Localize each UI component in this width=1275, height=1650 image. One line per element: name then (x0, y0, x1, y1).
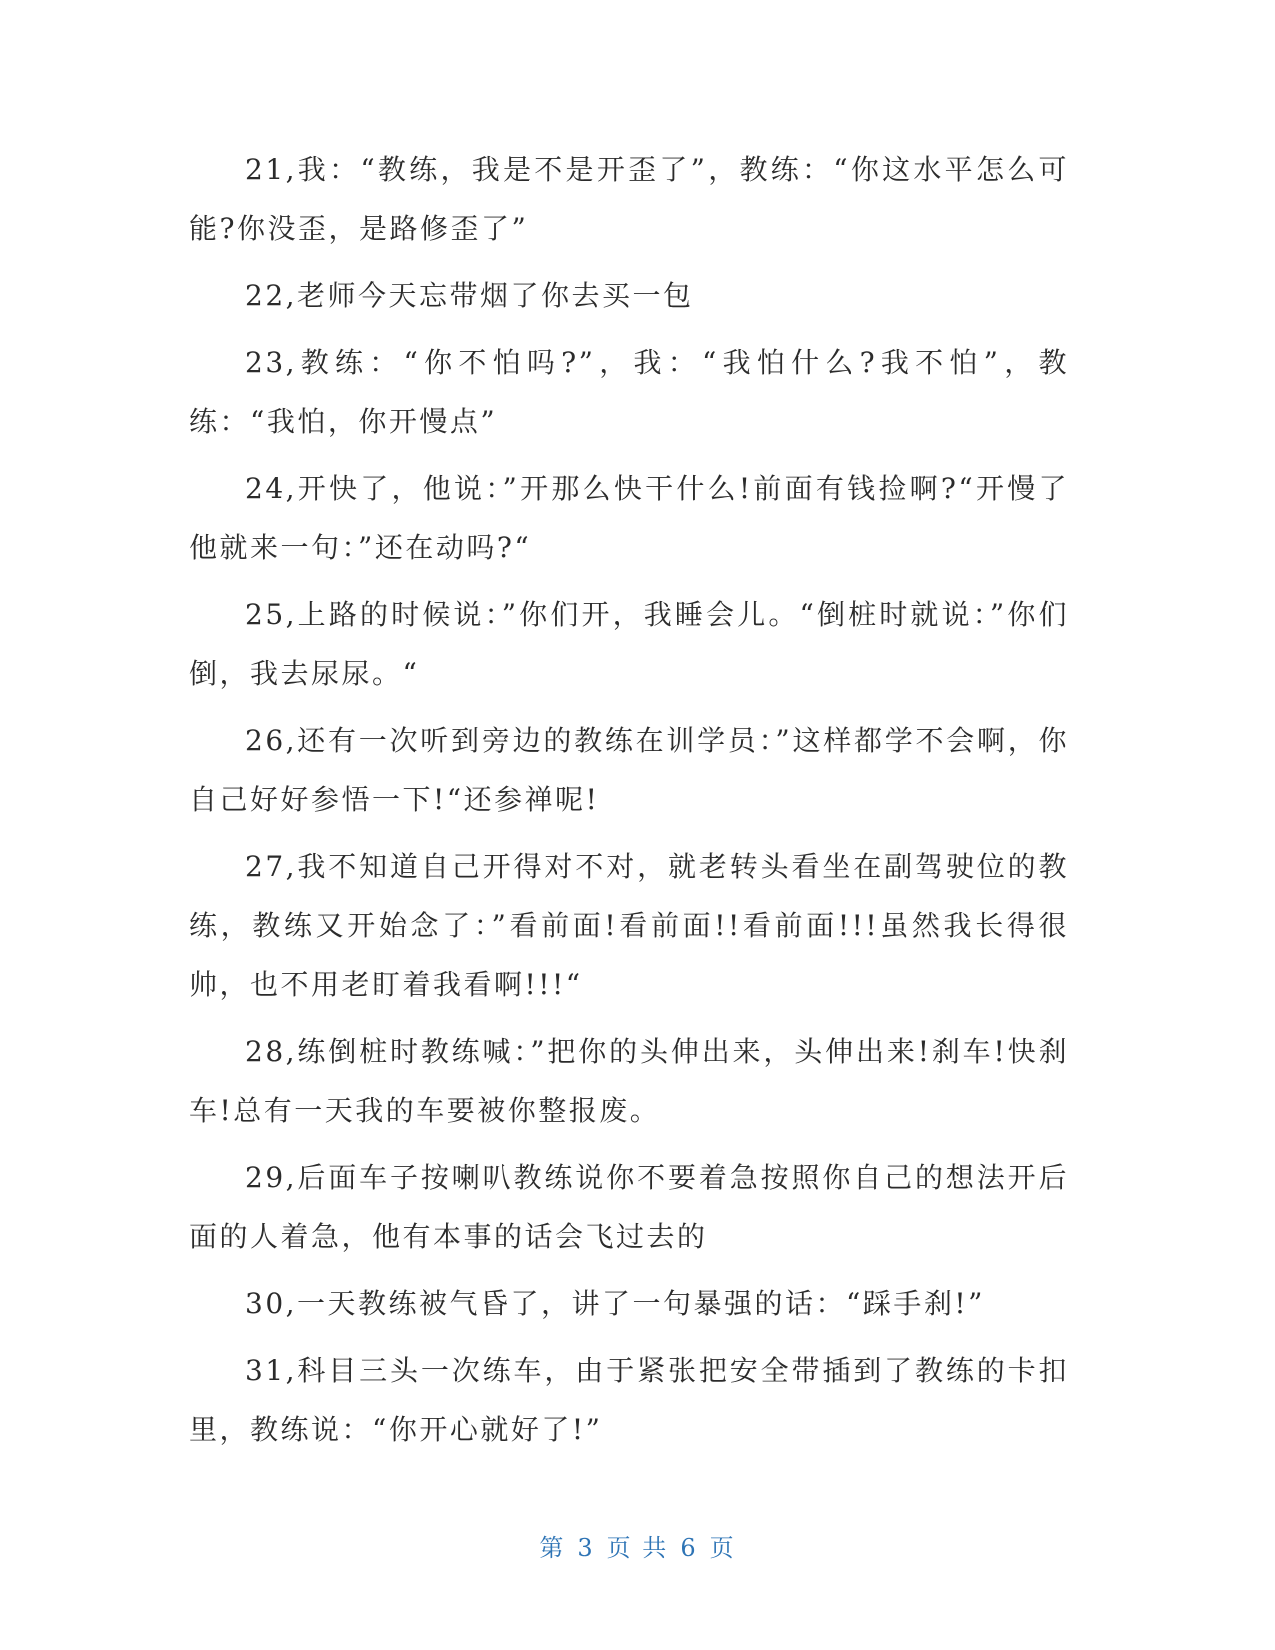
paragraph-31: 31,科目三头一次练车，由于紧张把安全带插到了教练的卡扣里，教练说：“你开心就好了!” (189, 1354, 1069, 1446)
footer-middle: 页 共 (606, 1534, 669, 1562)
paragraph-25: 25,上路的时候说：”你们开，我睡会儿。“倒桩时就说：”你们倒，我去尿尿。“ (189, 598, 1069, 690)
paragraph-28: 28,练倒桩时教练喊：”把你的头伸出来，头伸出来!刹车!快刹车!总有一天我的车要被你整报废。 (189, 1035, 1069, 1127)
footer-current-page: 3 (577, 1534, 595, 1562)
paragraph-23: 23,教练：“你不怕吗?”，我：“我怕什么?我不怕”，教练：“我怕，你开慢点” (189, 346, 1069, 438)
page-footer (0, 1528, 1275, 1563)
document-body (189, 140, 1069, 1467)
paragraph-30: 30,一天教练被气昏了，讲了一句暴强的话：“踩手刹!” (245, 1287, 985, 1320)
paragraph-22: 22,老师今天忘带烟了你去买一包 (245, 279, 694, 312)
paragraph-26: 26,还有一次听到旁边的教练在训学员：”这样都学不会啊，你自己好好参悟一下!“还参禅呢! (189, 724, 1069, 816)
paragraph-27: 27,我不知道自己开得对不对，就老转头看坐在副驾驶位的教练，教练又开始念了：”看前面!看前面!!看前面!!!虽然我长得很帅，也不用老盯着我看啊!!!“ (189, 850, 1069, 1001)
footer-suffix: 页 (709, 1534, 736, 1562)
paragraph-29: 29,后面车子按喇叭教练说你不要着急按照你自己的想法开后面的人着急，他有本事的话会飞过去的 (189, 1161, 1069, 1253)
paragraph-24: 24,开快了，他说：”开那么快干什么!前面有钱捡啊?“开慢了他就来一句：”还在动吗?“ (189, 472, 1069, 564)
footer-total-pages: 6 (680, 1534, 698, 1562)
footer-prefix: 第 (539, 1534, 566, 1562)
paragraph-21: 21,我：“教练，我是不是开歪了”，教练：“你这水平怎么可能?你没歪，是路修歪了” (189, 153, 1069, 245)
